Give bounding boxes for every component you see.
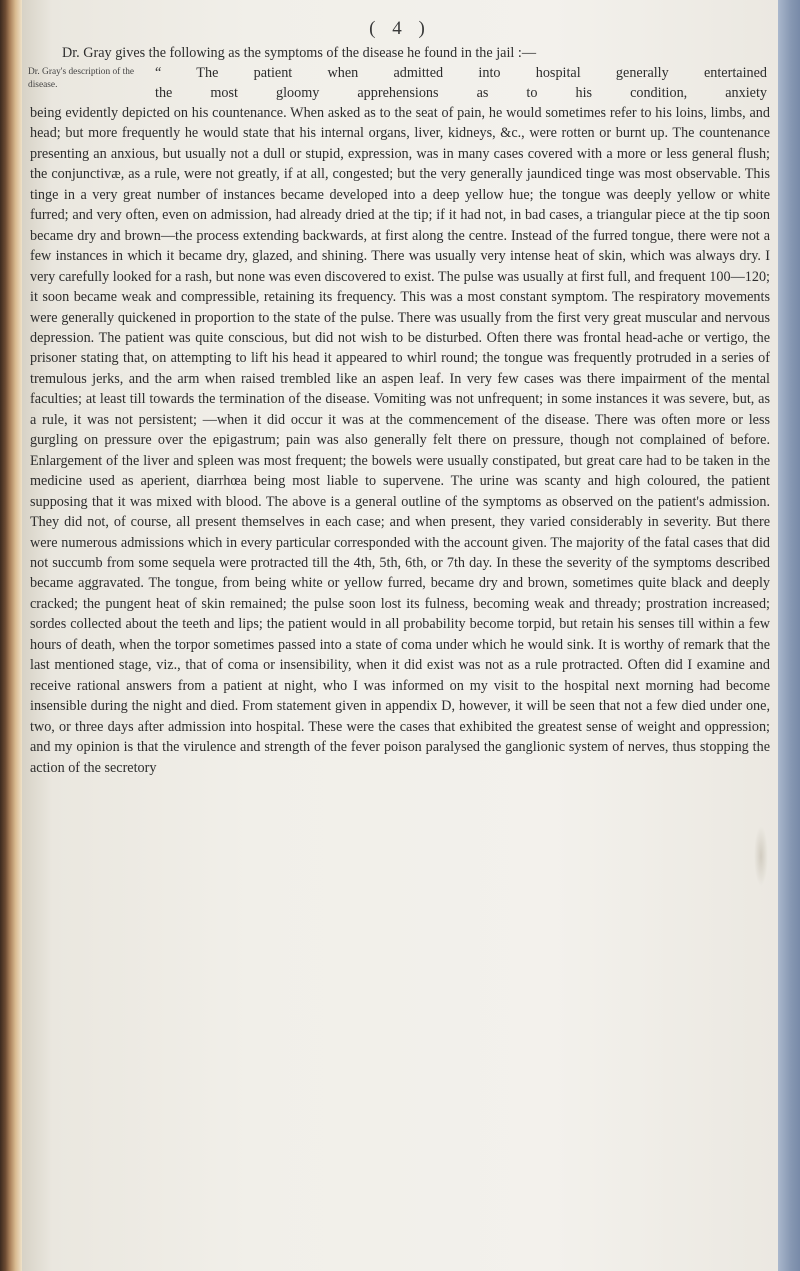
scan-background-edge (778, 0, 800, 1271)
opening-line: Dr. Gray gives the following as the symptoms of the disease he found in the jail :— (62, 45, 537, 61)
quote-lines (155, 63, 767, 103)
margin-note: Dr. Gray's description of the disease. (28, 67, 135, 90)
body-paragraph: being evidently depicted on his countenance. When asked as to the seat of pain, he would sometimes refer to his loins, limbs, and head; but more frequently he would state that his internal organs, liver, kidneys, &c., were rotten or burnt up. The countenance presenting an anxious, but usually not a dull or stupid, expression, was in many cases covered with a more or less general flush; the conjunctivæ, as a rule, were not greatly, if at all, congested; but the very generally jaundiced tinge was most observable. This tinge in a very great number of instances became developed into a deep yellow hue; the tongue was deeply yellow or white furred; and very often, even on admission, had already dried at the tip; if it had not, in bad cases, a triangular piece at the tip soon became dry and brown—the process extending backwards, at first along the centre. Instead of the furred tongue, there were not a few instances in which it became dry, glazed, and shining. There was usually very intense heat of skin, which was always dry. I very carefully looked for a rash, but none was even discovered to exist. The pulse was usually at first full, and frequent 100—120; it soon became weak and compressible, retaining its frequency. This was a most constant symptom. The respiratory movements were generally quickened in proportion to the state of the pulse. There was usually from the first very great muscular and nervous depression. The patient was quite conscious, but did not wish to be disturbed. Often there was frontal head-ache or vertigo, the prisoner stating that, on attempting to lift his head it appeared to whirl round; the tongue was frequently protruded in a series of tremulous jerks, and the arm when raised trembled like an aspen leaf. In very few cases was there impairment of the mental faculties; at least till towards the termination of the disease. Vomiting was not unfrequent; in some instances it was severe, but, as a rule, it was not persistent; —when it did occur it was at the commencement of the disease. There was often more or less gurgling on pressure over the epigastrum; pain was also generally felt there on pressure, though not complained of before. Enlargement of the liver and spleen was most frequent; the bowels were usually constipated, but great care had to be taken in the medicine used as aperient, diarrhœa being most liable to supervene. The urine was scanty and high coloured, the patient supposing that it was mixed with blood. The above is a general outline of the symptoms as observed on the patient's admission. They did not, of course, all present themselves in each case; and when present, they varied considerably in severity. But there were numerous admissions which in every particular corresponded with the account given. The majority of the fatal cases that did not succumb from some sequela were protracted till the 4th, 5th, 6th, or 7th day. In these the severity of the symptoms described became aggravated. The tongue, from being white or yellow furred, became dry and brown, sometimes quite black and deeply cracked; the pungent heat of skin remained; the pulse soon lost its fulness, becoming weak and thready; prostration increased; sordes collected about the teeth and lips; the patient would in all probability become torpid, but retain his senses till within a few hours of death, when the torpor sometimes passed into a state of coma under which he would sink. It is worthy of remark that the last mentioned stage, viz., that of coma or insensibility, when it did exist was not as a rule protracted. Often did I examine and receive rational answers from a patient at night, who I was informed on my visit to the hospital next morning had become insensible during the night and died. From statement given in appendix D, however, it will be seen that not a few died under one, two, or three days after admission into hospital. These were the cases that exhibited the greatest sense of weight and oppression; and my opinion is that the virulence and strength of the fever poison paralysed the ganglionic system of nerves, thus stopping the action of the secretory (30, 105, 770, 776)
quote-line-2: the most gloomy apprehensions as to his condition, anxiety (155, 85, 767, 101)
quote-line-1: “ The patient when admitted into hospital generally entertained (155, 65, 767, 81)
page-stain (754, 826, 768, 886)
page-number: ( 4 ) (369, 18, 431, 39)
book-binding (0, 0, 22, 1271)
